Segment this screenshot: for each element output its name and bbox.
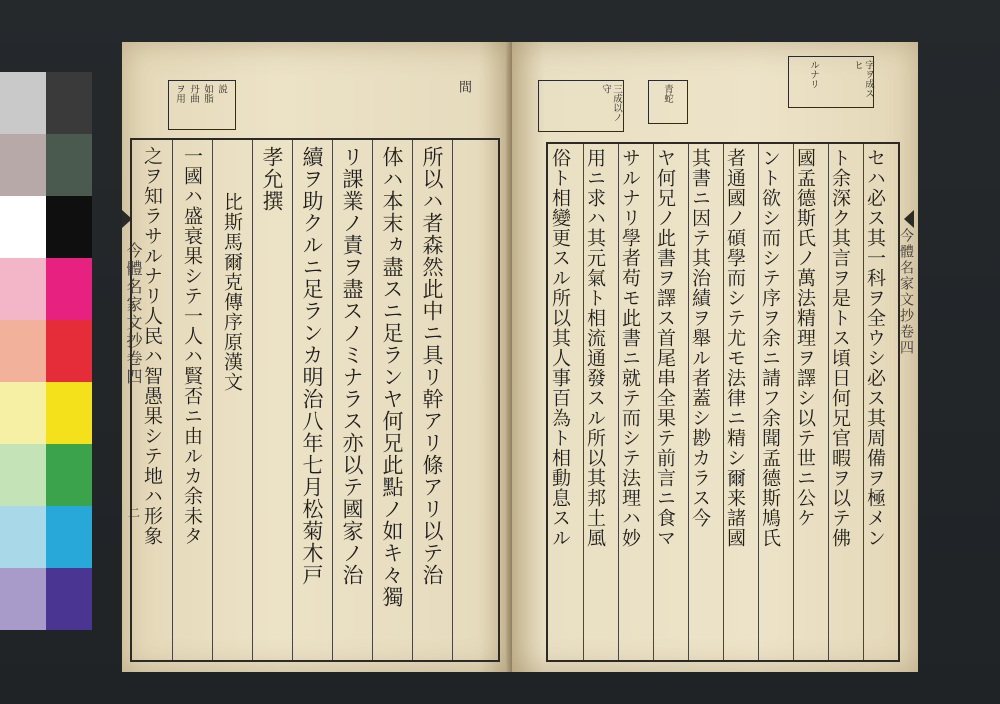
column-rule (332, 140, 333, 660)
calibration-swatch (46, 258, 92, 320)
calibration-swatch (46, 382, 92, 444)
fish-tail-mark (122, 210, 132, 228)
column-rule (412, 140, 413, 660)
header-note: 字ヲ成スヒ (852, 60, 874, 98)
text-column: 体ハ本末ヵ盡スニ足ランヤ何兄此點ノ如キ々獨 (380, 146, 404, 608)
column-rule (172, 140, 173, 660)
calibration-swatch (46, 134, 92, 196)
header-note: 説 (216, 84, 227, 94)
left-page (122, 42, 510, 672)
right-page (512, 42, 918, 672)
calibration-swatch (0, 72, 46, 134)
text-column: セハ必ス其一科ヲ全ウシ必ス其周備ヲ極メン (864, 148, 886, 548)
column-rule (212, 140, 213, 660)
text-column: 之ヲ知ラサルナリ人民ハ智愚果シテ地ハ形象 (141, 146, 163, 546)
calibration-swatch (46, 196, 92, 258)
calibration-swatch (46, 568, 92, 630)
calibration-swatch (46, 320, 92, 382)
header-note: ヲ用 (174, 84, 185, 103)
folio-number: 二 (128, 506, 141, 520)
text-column: 孝允撰 (260, 146, 284, 212)
calibration-swatch (46, 506, 92, 568)
text-column: リ課業ノ責ヲ盡スノミナラス亦以テ國家ノ治 (340, 146, 364, 586)
fish-tail-mark (904, 210, 914, 228)
header-note: 如脂 (202, 84, 213, 103)
calibration-swatch (0, 196, 46, 258)
text-column: 用ニ求ハ其元氣ト相流通發スル所以其邦土風 (584, 148, 606, 548)
preface-title: 比斯馬爾克傳序原漢文 (221, 192, 243, 392)
text-column: 一國ハ盛衰果シテ一人ハ賢否ニ由ルカ余未タ (181, 146, 203, 546)
column-rule (452, 140, 453, 660)
calibration-swatch (46, 444, 92, 506)
header-note: 三成以ノ守 (600, 84, 622, 122)
calibration-swatch (0, 568, 46, 630)
text-column: 者通國ノ碩學而シテ尤モ法律ニ精シ爾来諸國 (724, 148, 746, 548)
header-note: 青蛇 (662, 84, 673, 103)
text-column: 俗ト相變更スル所以其人事百為ト相動息スル (549, 148, 571, 548)
text-column: ト余深ク其言ヲ是トス頃日何兄官暇ヲ以テ佛 (829, 148, 851, 548)
text-column: 其書ニ因テ其治績ヲ舉ル者蓋シ尠カラス今 (689, 148, 711, 528)
text-column: 國孟德斯氏ノ萬法精理ヲ譯シ以テ世ニ公ケ (794, 148, 816, 528)
calibration-swatch (0, 320, 46, 382)
calibration-swatch (0, 258, 46, 320)
open-book (122, 42, 918, 672)
text-column: ント欲シ而シテ序ヲ余ニ請フ余聞孟德斯鳩氏 (759, 148, 781, 548)
column-rule (252, 140, 253, 660)
text-column: 所以ハ者森然此中ニ具リ幹アリ條アリ以テ治 (420, 146, 444, 586)
calibration-swatch (0, 444, 46, 506)
calibration-swatch (0, 382, 46, 444)
header-note: ルナリ (808, 60, 819, 89)
header-note: 間 (456, 80, 471, 93)
text-column: ヤ何兄ノ此書ヲ譯ス首尾串全果テ前言ニ食マ (654, 148, 676, 548)
calibration-swatch (0, 134, 46, 196)
spine-title: 今體名家文抄卷四 (124, 242, 143, 386)
calibration-swatch (46, 72, 92, 134)
column-rule (292, 140, 293, 660)
column-rule (372, 140, 373, 660)
header-note: 丹曲 (188, 84, 199, 103)
text-column: 續ヲ助クルニ足ランカ明治八年七月松菊木戸 (300, 146, 324, 586)
color-calibration-strip (0, 72, 92, 632)
calibration-swatch (0, 506, 46, 568)
spine-title: 今體名家文抄卷四 (898, 228, 914, 356)
text-column: サルナリ學者苟モ此書ニ就テ而シテ法理ハ妙 (619, 148, 641, 548)
